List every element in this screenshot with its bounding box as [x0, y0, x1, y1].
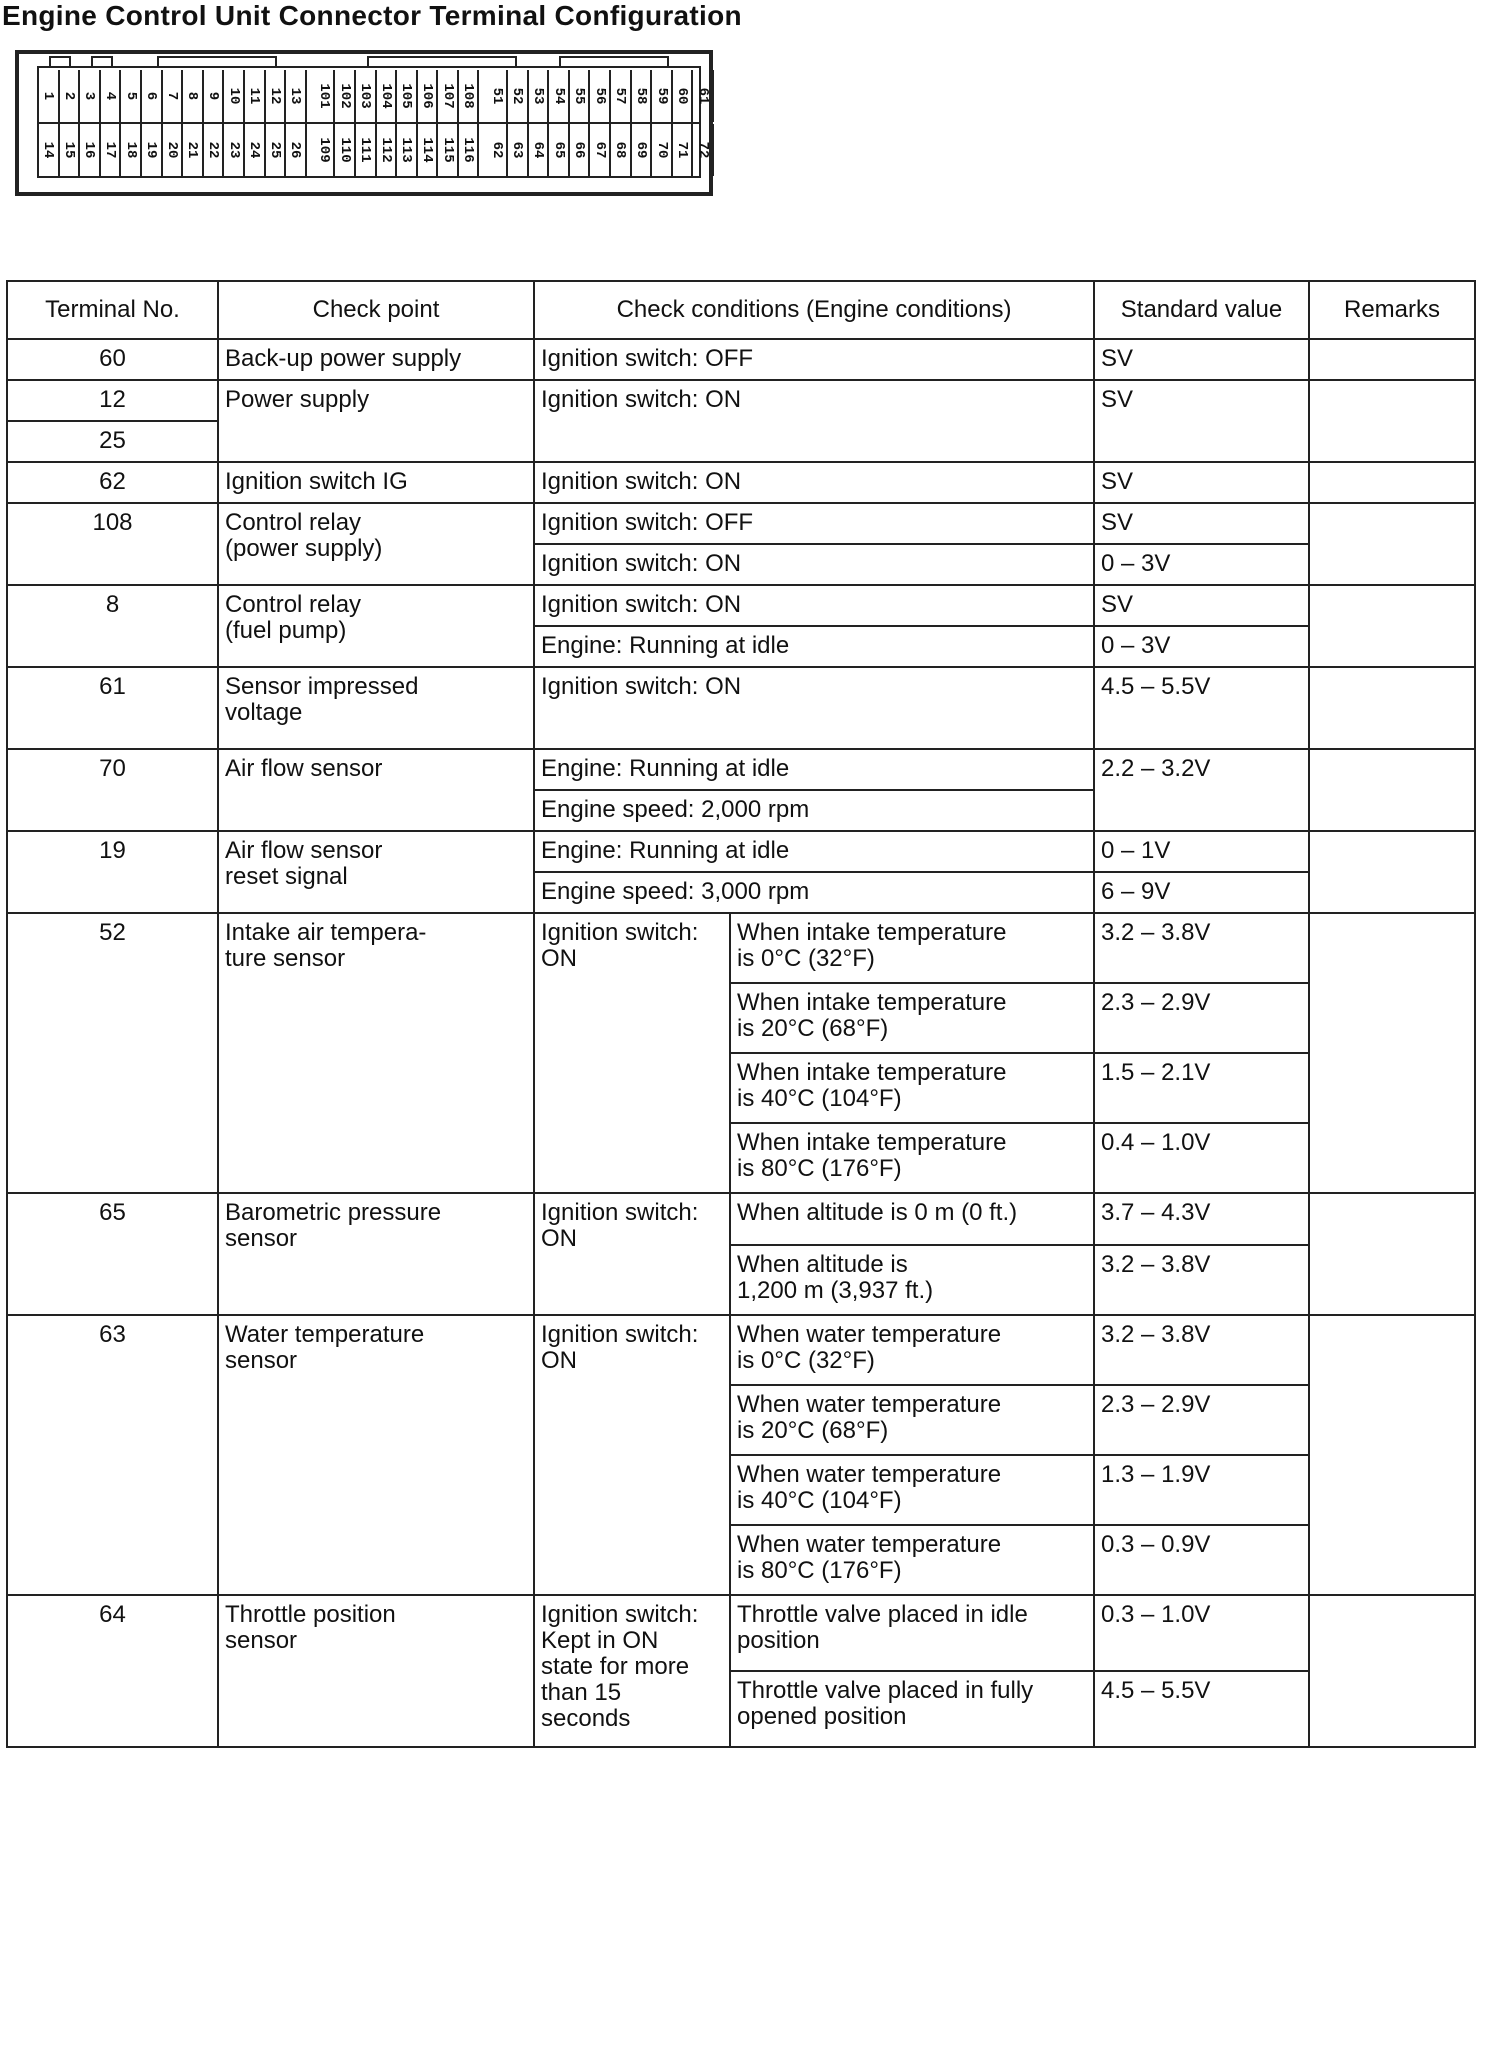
- sub-condition-line: When intake temperature: [737, 989, 1007, 1016]
- terminal-cell: 62: [7, 462, 218, 503]
- sub-condition-line: When water temperature: [737, 1321, 1002, 1348]
- sub-condition-line: 1,200 m (3,937 ft.): [737, 1277, 934, 1304]
- pin-number: 54: [550, 87, 567, 105]
- pin-group-gap: [307, 70, 315, 122]
- connector-pin: [121, 124, 142, 176]
- connector-pin: [459, 70, 480, 122]
- connector-pin: [204, 70, 225, 122]
- connector-pin: [693, 70, 714, 122]
- connector-pin: [377, 70, 398, 122]
- sub-condition-cell: [730, 983, 1094, 1053]
- value-cell: SV: [1094, 380, 1309, 462]
- pin-number: 106: [418, 83, 435, 109]
- pin-number: 23: [225, 141, 242, 159]
- sub-condition-line: When altitude is 0 m (0 ft.): [737, 1199, 1018, 1226]
- remarks-cell: [1309, 749, 1475, 831]
- pin-number: 112: [377, 137, 394, 163]
- connector-pin: [315, 70, 336, 122]
- check-point-cell: [218, 1595, 534, 1747]
- page-title: Engine Control Unit Connector Terminal Configuration: [2, 0, 742, 31]
- condition-cell: Ignition switch: OFF: [534, 339, 1094, 380]
- connector-pin: [377, 124, 398, 176]
- connector-key: [367, 56, 517, 66]
- value-cell: 0.3 – 0.9V: [1094, 1525, 1309, 1595]
- connector-pin: [163, 70, 184, 122]
- connector-pin: [183, 124, 204, 176]
- condition-cell: Ignition switch: OFF: [534, 503, 1094, 544]
- sub-condition-cell: [730, 1525, 1094, 1595]
- sub-condition-line: When water temperature: [737, 1461, 1002, 1488]
- remarks-cell: [1309, 503, 1475, 585]
- pin-number: 7: [163, 91, 180, 101]
- pin-group-gap: [479, 124, 487, 176]
- table-row: [7, 462, 1475, 503]
- connector-pin: [673, 124, 694, 176]
- condition-cell: [534, 1315, 730, 1595]
- remarks-cell: [1309, 462, 1475, 503]
- connector-pin: [142, 70, 163, 122]
- sub-condition-line: When intake temperature: [737, 919, 1007, 946]
- value-cell: SV: [1094, 585, 1309, 626]
- pin-number: 17: [102, 141, 119, 159]
- terminal-cell: 65: [7, 1193, 218, 1315]
- pin-number: 114: [418, 137, 435, 163]
- value-cell: 1.3 – 1.9V: [1094, 1455, 1309, 1525]
- table-row: [7, 749, 1475, 790]
- value-cell: 1.5 – 2.1V: [1094, 1053, 1309, 1123]
- remarks-cell: [1309, 913, 1475, 1193]
- connector-pin: [632, 70, 653, 122]
- check-point-line: voltage: [225, 699, 303, 726]
- terminal-cell: 60: [7, 339, 218, 380]
- pin-number: 22: [205, 141, 222, 159]
- remarks-cell: [1309, 380, 1475, 462]
- connector-pin: [356, 70, 377, 122]
- pin-number: 68: [612, 141, 629, 159]
- pin-number: 18: [122, 141, 139, 159]
- sub-condition-line: is 40°C (104°F): [737, 1487, 902, 1514]
- check-point-cell: [218, 503, 534, 585]
- connector-pin: [101, 124, 122, 176]
- pin-number: 103: [357, 83, 374, 109]
- sub-condition-line: is 20°C (68°F): [737, 1015, 889, 1042]
- pin-number: 111: [357, 137, 374, 163]
- condition-cell: Engine: Running at idle: [534, 831, 1094, 872]
- condition-cell: [534, 913, 730, 1193]
- connector-pin: [549, 70, 570, 122]
- check-point-line: (power supply): [225, 535, 383, 562]
- table-row: [7, 503, 1475, 544]
- terminal-cell: 52: [7, 913, 218, 1193]
- check-point-line: Sensor impressed: [225, 673, 419, 700]
- connector-pin: [60, 124, 81, 176]
- condition-cell: Engine: Running at idle: [534, 626, 1094, 667]
- sub-condition-line: is 40°C (104°F): [737, 1085, 902, 1112]
- connector-pin: [590, 70, 611, 122]
- sub-condition-line: is 0°C (32°F): [737, 1347, 875, 1374]
- pin-group-gap: [307, 124, 315, 176]
- sub-condition-cell: [730, 1385, 1094, 1455]
- pin-number: 4: [102, 91, 119, 101]
- connector-pin: [549, 124, 570, 176]
- remarks-cell: [1309, 339, 1475, 380]
- table-row: [7, 1595, 1475, 1671]
- terminal-cell: 8: [7, 585, 218, 667]
- check-point-cell: Ignition switch IG: [218, 462, 534, 503]
- sub-condition-cell: [730, 1455, 1094, 1525]
- sub-condition-cell: [730, 1315, 1094, 1385]
- sub-condition-line: When altitude is: [737, 1251, 908, 1278]
- connector-pin: [60, 70, 81, 122]
- check-point-line: Air flow sensor: [225, 837, 383, 864]
- pin-number: 61: [694, 87, 711, 105]
- pin-number: 2: [60, 91, 77, 101]
- condition-line: Kept in ON: [541, 1627, 659, 1654]
- connector-pin: [224, 124, 245, 176]
- value-cell: 0 – 3V: [1094, 626, 1309, 667]
- remarks-cell: [1309, 831, 1475, 913]
- pin-number: 107: [439, 83, 456, 109]
- check-point-line: reset signal: [225, 863, 348, 890]
- check-point-cell: Back-up power supply: [218, 339, 534, 380]
- connector-pin: [438, 124, 459, 176]
- connector-pin: [693, 124, 714, 176]
- sub-condition-line: is 80°C (176°F): [737, 1155, 902, 1182]
- condition-cell: Ignition switch: ON: [534, 667, 1094, 749]
- condition-line: than 15: [541, 1679, 622, 1706]
- condition-cell: Ignition switch: ON: [534, 462, 1094, 503]
- connector-pin: [487, 70, 508, 122]
- connector-pin: [80, 124, 101, 176]
- terminal-spec-table: [6, 280, 1476, 1748]
- check-point-line: Water temperature: [225, 1321, 425, 1348]
- table-row: [7, 831, 1475, 872]
- check-point-line: Barometric pressure: [225, 1199, 442, 1226]
- connector-pin: [459, 124, 480, 176]
- sub-condition-cell: [730, 1671, 1094, 1747]
- pin-number: 13: [287, 87, 304, 105]
- condition-line: ON: [541, 1225, 577, 1252]
- value-cell: 0 – 1V: [1094, 831, 1309, 872]
- pin-number: 20: [163, 141, 180, 159]
- sub-condition-cell: [730, 1193, 1094, 1245]
- value-cell: SV: [1094, 503, 1309, 544]
- connector-pin: [529, 70, 550, 122]
- pin-number: 115: [439, 137, 456, 163]
- condition-line: seconds: [541, 1705, 631, 1732]
- connector-bottom-row: [39, 124, 714, 176]
- sub-condition-cell: [730, 913, 1094, 983]
- condition-cell: Engine: Running at idle: [534, 749, 1094, 790]
- table-row: [7, 1193, 1475, 1245]
- table-row: [7, 339, 1475, 380]
- connector-pin: [397, 70, 418, 122]
- check-point-cell: [218, 667, 534, 749]
- value-cell: SV: [1094, 462, 1309, 503]
- connector-pin: [529, 124, 550, 176]
- connector-pin: [266, 70, 287, 122]
- pin-number: 52: [509, 87, 526, 105]
- remarks-cell: [1309, 1595, 1475, 1747]
- value-cell: 2.2 – 3.2V: [1094, 749, 1309, 831]
- connector-latch: [49, 56, 71, 66]
- connector-pin: [590, 124, 611, 176]
- terminal-cell: 61: [7, 667, 218, 749]
- connector-pin: [286, 70, 307, 122]
- sub-condition-line: position: [737, 1627, 820, 1654]
- check-point-cell: [218, 585, 534, 667]
- connector-pin: [438, 70, 459, 122]
- value-cell: 3.2 – 3.8V: [1094, 1245, 1309, 1315]
- check-point-line: sensor: [225, 1627, 298, 1654]
- pin-number: 63: [509, 141, 526, 159]
- value-cell: SV: [1094, 339, 1309, 380]
- connector-pin: [418, 70, 439, 122]
- connector-pin: [163, 124, 184, 176]
- connector-pin: [121, 70, 142, 122]
- pin-number: 104: [377, 83, 394, 109]
- connector-pin: [39, 124, 60, 176]
- check-point-line: Control relay: [225, 591, 362, 618]
- pin-number: 101: [316, 83, 333, 109]
- check-point-cell: [218, 913, 534, 1193]
- check-point-line: sensor: [225, 1225, 298, 1252]
- value-cell: 2.3 – 2.9V: [1094, 983, 1309, 1053]
- check-point-cell: [218, 1193, 534, 1315]
- connector-pin: [611, 70, 632, 122]
- header-standard-value: Standard value: [1094, 281, 1309, 339]
- sub-condition-cell: [730, 1245, 1094, 1315]
- value-cell: 0.4 – 1.0V: [1094, 1123, 1309, 1193]
- pin-number: 25: [266, 141, 283, 159]
- pin-number: 8: [184, 91, 201, 101]
- pin-number: 116: [460, 137, 477, 163]
- connector-pin: [570, 70, 591, 122]
- pin-number: 62: [488, 141, 505, 159]
- sub-condition-line: is 20°C (68°F): [737, 1417, 889, 1444]
- connector-pin: [335, 70, 356, 122]
- table-row: [7, 1315, 1475, 1385]
- sub-condition-line: is 0°C (32°F): [737, 945, 875, 972]
- condition-cell: Engine speed: 2,000 rpm: [534, 790, 1094, 831]
- header-check-point: Check point: [218, 281, 534, 339]
- sub-condition-line: Throttle valve placed in fully: [737, 1677, 1034, 1704]
- condition-cell: Engine speed: 3,000 rpm: [534, 872, 1094, 913]
- value-cell: 3.7 – 4.3V: [1094, 1193, 1309, 1245]
- terminal-cell: 63: [7, 1315, 218, 1595]
- pin-number: 113: [398, 137, 415, 163]
- pin-number: 70: [653, 141, 670, 159]
- pin-number: 6: [143, 91, 160, 101]
- pin-number: 14: [40, 141, 57, 159]
- connector-pin: [673, 70, 694, 122]
- sub-condition-cell: [730, 1053, 1094, 1123]
- connector-pin: [397, 124, 418, 176]
- connector-pin: [356, 124, 377, 176]
- check-point-line: (fuel pump): [225, 617, 347, 644]
- pin-number: 64: [529, 141, 546, 159]
- check-point-cell: [218, 831, 534, 913]
- condition-line: Ignition switch:: [541, 1321, 699, 1348]
- condition-cell: [534, 1595, 730, 1747]
- connector-pin: [487, 124, 508, 176]
- connector-pin: [652, 124, 673, 176]
- terminal-cell: 19: [7, 831, 218, 913]
- pin-number: 26: [287, 141, 304, 159]
- terminal-cell: 70: [7, 749, 218, 831]
- terminal-cell: 12: [7, 380, 218, 421]
- connector-pin: [315, 124, 336, 176]
- pin-number: 12: [266, 87, 283, 105]
- connector-key: [157, 56, 277, 66]
- condition-cell: [534, 1193, 730, 1315]
- pin-number: 66: [571, 141, 588, 159]
- table-header-row: [7, 281, 1475, 339]
- sub-condition-line: When intake temperature: [737, 1129, 1007, 1156]
- pin-number: 69: [632, 141, 649, 159]
- check-point-line: Intake air tempera-: [225, 919, 427, 946]
- connector-pin: [508, 124, 529, 176]
- value-cell: 0 – 3V: [1094, 544, 1309, 585]
- condition-line: state for more: [541, 1653, 690, 1680]
- connector-top-row: [39, 70, 714, 122]
- connector-latch: [91, 56, 113, 66]
- connector-pin: [286, 124, 307, 176]
- pin-number: 5: [122, 91, 139, 101]
- pin-number: 9: [205, 91, 222, 101]
- sub-condition-line: Throttle valve placed in idle: [737, 1601, 1028, 1628]
- pin-number: 15: [60, 141, 77, 159]
- pin-number: 109: [316, 137, 333, 163]
- pin-number: 11: [246, 87, 263, 105]
- remarks-cell: [1309, 667, 1475, 749]
- sub-condition-cell: [730, 1123, 1094, 1193]
- connector-body: [37, 66, 711, 178]
- header-remarks: Remarks: [1309, 281, 1475, 339]
- connector-pin: [652, 70, 673, 122]
- pin-number: 72: [694, 141, 711, 159]
- pin-number: 67: [591, 141, 608, 159]
- pin-number: 57: [612, 87, 629, 105]
- connector-pin: [224, 70, 245, 122]
- connector-diagram: [15, 50, 713, 196]
- connector-pin: [632, 124, 653, 176]
- check-point-cell: Power supply: [218, 380, 534, 462]
- check-point-line: sensor: [225, 1347, 298, 1374]
- check-point-cell: [218, 1315, 534, 1595]
- connector-pin: [142, 124, 163, 176]
- connector-pin: [101, 70, 122, 122]
- pin-number: 1: [40, 91, 57, 101]
- table-row: [7, 380, 1475, 421]
- header-conditions: Check conditions (Engine conditions): [534, 281, 1094, 339]
- connector-pin: [570, 124, 591, 176]
- connector-pin: [335, 124, 356, 176]
- condition-line: Ignition switch:: [541, 1199, 699, 1226]
- table-row: [7, 585, 1475, 626]
- value-cell: 4.5 – 5.5V: [1094, 1671, 1309, 1747]
- pin-number: 3: [81, 91, 98, 101]
- connector-pin: [39, 70, 60, 122]
- pin-number: 10: [225, 87, 242, 105]
- connector-pin: [418, 124, 439, 176]
- value-cell: 0.3 – 1.0V: [1094, 1595, 1309, 1671]
- connector-pin: [245, 124, 266, 176]
- condition-line: Ignition switch:: [541, 1601, 699, 1628]
- pin-number: 56: [591, 87, 608, 105]
- pin-number: 16: [81, 141, 98, 159]
- connector-pin: [266, 124, 287, 176]
- value-cell: 2.3 – 2.9V: [1094, 1385, 1309, 1455]
- condition-cell: Ignition switch: ON: [534, 585, 1094, 626]
- condition-line: Ignition switch:: [541, 919, 699, 946]
- pin-number: 19: [143, 141, 160, 159]
- table-row: [7, 913, 1475, 983]
- condition-cell: Ignition switch: ON: [534, 544, 1094, 585]
- remarks-cell: [1309, 1315, 1475, 1595]
- check-point-line: Throttle position: [225, 1601, 396, 1628]
- value-cell: 3.2 – 3.8V: [1094, 913, 1309, 983]
- value-cell: 3.2 – 3.8V: [1094, 1315, 1309, 1385]
- pin-number: 21: [184, 141, 201, 159]
- pin-number: 55: [571, 87, 588, 105]
- pin-number: 65: [550, 141, 567, 159]
- connector-pin: [508, 70, 529, 122]
- pin-number: 58: [632, 87, 649, 105]
- terminal-cell: 64: [7, 1595, 218, 1747]
- pin-number: 60: [674, 87, 691, 105]
- sub-condition-line: is 80°C (176°F): [737, 1557, 902, 1584]
- connector-pin: [80, 70, 101, 122]
- pin-number: 24: [246, 141, 263, 159]
- value-cell: 4.5 – 5.5V: [1094, 667, 1309, 749]
- check-point-line: ture sensor: [225, 945, 346, 972]
- check-point-cell: Air flow sensor: [218, 749, 534, 831]
- connector-pin: [611, 124, 632, 176]
- terminal-cell: 25: [7, 421, 218, 462]
- table-row: [7, 667, 1475, 749]
- pin-number: 102: [336, 83, 353, 109]
- pin-number: 51: [488, 87, 505, 105]
- sub-condition-cell: [730, 1595, 1094, 1671]
- condition-line: ON: [541, 1347, 577, 1374]
- condition-cell: Ignition switch: ON: [534, 380, 1094, 462]
- pin-number: 110: [336, 137, 353, 163]
- connector-key: [559, 56, 669, 66]
- connector-pin: [204, 124, 225, 176]
- condition-line: ON: [541, 945, 577, 972]
- pin-number: 105: [398, 83, 415, 109]
- sub-condition-line: When water temperature: [737, 1391, 1002, 1418]
- value-cell: 6 – 9V: [1094, 872, 1309, 913]
- terminal-cell: 108: [7, 503, 218, 585]
- sub-condition-line: When water temperature: [737, 1531, 1002, 1558]
- pin-group-gap: [479, 70, 487, 122]
- pin-number: 108: [460, 83, 477, 109]
- pin-number: 71: [674, 141, 691, 159]
- pin-number: 59: [653, 87, 670, 105]
- header-terminal: Terminal No.: [7, 281, 218, 339]
- sub-condition-line: When intake temperature: [737, 1059, 1007, 1086]
- connector-pin: [183, 70, 204, 122]
- remarks-cell: [1309, 1193, 1475, 1315]
- connector-pin: [245, 70, 266, 122]
- check-point-line: Control relay: [225, 509, 362, 536]
- pin-number: 53: [529, 87, 546, 105]
- sub-condition-line: opened position: [737, 1703, 907, 1730]
- remarks-cell: [1309, 585, 1475, 667]
